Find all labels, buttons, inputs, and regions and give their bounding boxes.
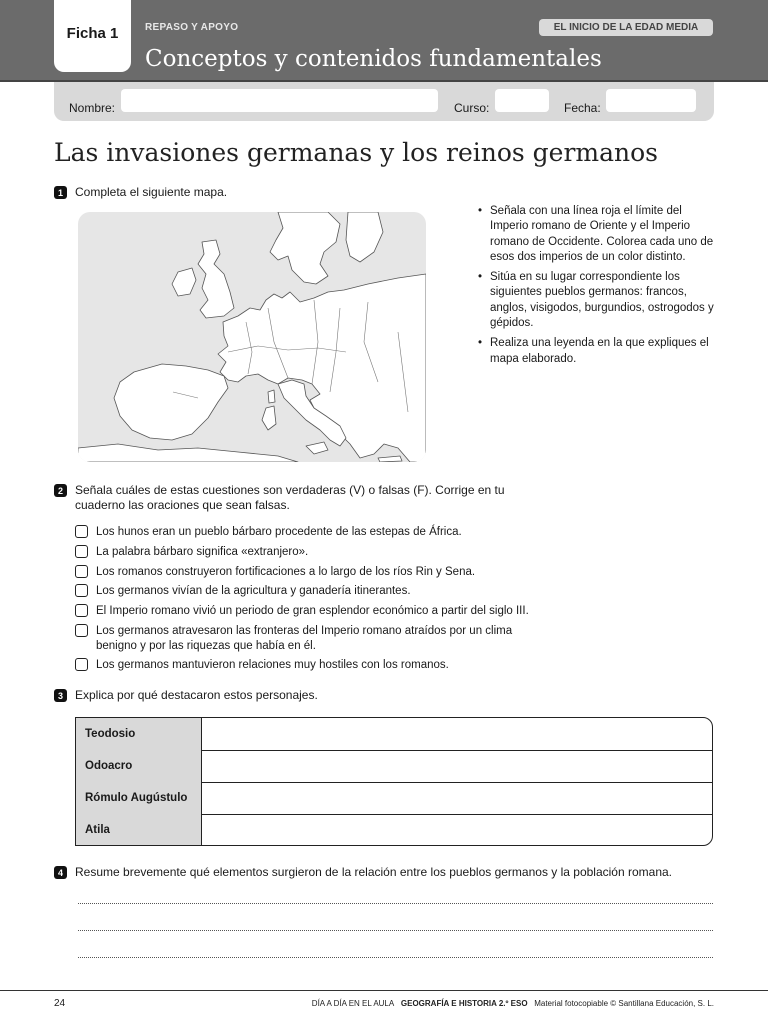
- map-instruction-item: • Realiza una leyenda en la que expliques el mapa elaborado.: [478, 336, 718, 367]
- table-row: [76, 718, 712, 751]
- character-name: Atila: [76, 814, 202, 846]
- character-name: Rómulo Augústulo: [76, 782, 202, 814]
- page-number: 24: [54, 998, 66, 1009]
- section-label: REPASO Y APOYO: [145, 22, 239, 33]
- question-4-text: Resume brevemente qué elementos surgieron de la relación entre los pueblos germanos y la población romana.: [75, 865, 673, 879]
- statement-item: [75, 565, 475, 580]
- table-row: [76, 814, 712, 846]
- sicily-shape: [306, 442, 328, 454]
- iberia-shape: [114, 364, 228, 440]
- footer-credits: [312, 999, 714, 1008]
- page-title: Las invasiones germanas y los reinos germanos: [54, 138, 659, 167]
- statement-text: Los germanos vivían de la agricultura y ganadería itinerantes.: [96, 585, 411, 597]
- statement-item: [75, 525, 462, 540]
- ficha-tab: [54, 0, 131, 72]
- ficha-label: Ficha 1: [66, 24, 119, 42]
- date-field[interactable]: [606, 89, 696, 112]
- sardinia-shape: [262, 406, 276, 430]
- question-number-2: 2: [54, 484, 67, 497]
- statement-text: La palabra bárbaro significa «extranjero».: [96, 546, 309, 558]
- characters-table: [75, 717, 713, 846]
- true-false-checkbox[interactable]: [75, 545, 88, 558]
- europe-map-drawing: [78, 212, 426, 462]
- footer-series: DÍA A DÍA EN EL AULA: [311, 999, 395, 1008]
- statement-item: [75, 658, 449, 673]
- course-field[interactable]: [495, 89, 549, 112]
- true-false-checkbox[interactable]: [75, 584, 88, 597]
- map-instruction-item: • Sitúa en su lugar correspondiente los siguientes pueblos germanos: francos, anglos, visigodos, burgundios, ostrogodos y gépidos.: [478, 270, 718, 331]
- question-3-text: Explica por qué destacaron estos personajes.: [75, 688, 318, 702]
- page-header-title: Conceptos y contenidos fundamentales: [145, 46, 602, 72]
- map-instruction-item: • Señala con una línea roja el límite del Imperio romano de Oriente y el Imperio romano de Occidente. Colorea cada uno de esos dos imperios de un color distinto.: [478, 204, 718, 265]
- statement-item: [75, 584, 411, 599]
- true-false-checkbox[interactable]: [75, 604, 88, 617]
- statement-item: [75, 604, 529, 619]
- table-row: [76, 782, 712, 815]
- question-1-text: Completa el siguiente mapa.: [75, 185, 228, 199]
- ireland-shape: [172, 268, 196, 296]
- north-africa-shape: [78, 444, 298, 462]
- statement-text: Los germanos mantuvieron relaciones muy hostiles con los romanos.: [96, 659, 449, 671]
- statement-text: Los hunos eran un pueblo bárbaro procedente de las estepas de África.: [96, 526, 462, 538]
- footer-divider: [0, 990, 768, 991]
- statement-text: Los romanos construyeron fortificaciones a lo largo de los ríos Rin y Sena.: [96, 566, 476, 578]
- question-number-3: 3: [54, 689, 67, 702]
- name-label: Nombre:: [69, 101, 116, 115]
- crete-shape: [378, 456, 402, 462]
- true-false-checkbox[interactable]: [75, 658, 88, 671]
- statement-text: El Imperio romano vivió un periodo de gran esplendor económico a partir del siglo III.: [96, 605, 529, 617]
- britain-shape: [198, 240, 234, 318]
- true-false-checkbox[interactable]: [75, 565, 88, 578]
- character-name: Odoacro: [76, 750, 202, 782]
- footer-copyright: Material fotocopiable © Santillana Educación, S. L.: [534, 999, 714, 1008]
- answer-line[interactable]: [78, 903, 713, 904]
- answer-line[interactable]: [78, 957, 713, 958]
- statement-item: [75, 545, 308, 560]
- map-instructions: [478, 204, 718, 372]
- footer-subject: GEOGRAFÍA E HISTORIA 2.º ESO: [400, 999, 528, 1008]
- statement-item: [75, 624, 555, 653]
- scandinavia-shape: [270, 212, 340, 284]
- true-false-checkbox[interactable]: [75, 525, 88, 538]
- character-name: Teodosio: [76, 718, 202, 750]
- unit-badge: EL INICIO DE LA EDAD MEDIA: [539, 19, 713, 36]
- question-number-4: 4: [54, 866, 67, 879]
- course-label: Curso:: [454, 101, 490, 115]
- table-row: [76, 750, 712, 783]
- finland-shape: [346, 212, 383, 262]
- question-number-1: 1: [54, 186, 67, 199]
- true-false-checkbox[interactable]: [75, 624, 88, 637]
- answer-line[interactable]: [78, 930, 713, 931]
- corsica-shape: [268, 390, 275, 403]
- question-2-text: Señala cuáles de estas cuestiones son verdaderas (V) o falsas (F). Corrige en tu cuaderno las oraciones que sean falsas.: [75, 483, 505, 512]
- name-field[interactable]: [121, 89, 438, 112]
- europe-map: [78, 212, 426, 462]
- statement-text: Los germanos atravesaron las fronteras del Imperio romano atraídos por un clima benigno y por las riquezas que había en él.: [96, 625, 513, 652]
- date-label: Fecha:: [564, 101, 601, 115]
